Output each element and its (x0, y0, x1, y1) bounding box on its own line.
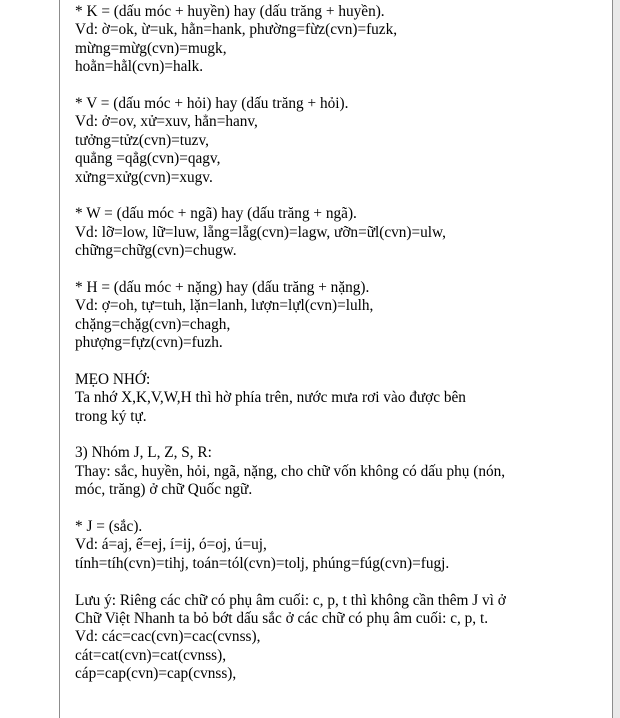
scroll-gutter (613, 0, 620, 718)
text-line: Chữ Việt Nhanh ta bỏ bớt dấu sắc ở các chữ có phụ âm cuối: c, p, t. (75, 609, 489, 627)
blank-line (75, 573, 605, 591)
text-line: * H = (dấu móc + nặng) hay (dấu trăng + nặng). (75, 278, 370, 296)
text-line: Vd: lỡ=low, lữ=luw, lẵng=lẵg(cvn)=lagw, ưỡn=ữl(cvn)=ulw, (75, 223, 446, 241)
text-line: quẳng =qẳg(cvn)=qagv, (75, 150, 221, 168)
text-line: * V = (dấu móc + hỏi) hay (dấu trăng + hỏi). (75, 94, 349, 112)
text-line: Vd: á=aj, ế=ej, í=ij, ó=oj, ú=uj, (75, 536, 267, 554)
text-line: chặng=chặg(cvn)=chagh, (75, 315, 231, 333)
text-line: Vd: các=cac(cvn)=cac(cvnss), (75, 628, 261, 646)
text-line: trong ký tự. (75, 407, 147, 425)
blank-line (75, 500, 605, 518)
text-line: Thay: sắc, huyền, hỏi, ngã, nặng, cho chữ vốn không có dấu phụ (nón, (75, 462, 506, 480)
text-line: hoằn=hằl(cvn)=halk. (75, 58, 204, 76)
text-line: * K = (dấu móc + huyền) hay (dấu trăng + huyền). (75, 3, 385, 20)
text-line: chững=chữg(cvn)=chugw. (75, 242, 237, 260)
text-line: MẸO NHỚ: (75, 370, 151, 388)
text-line: cáp=cap(cvn)=cap(cvnss), (75, 665, 237, 683)
text-line: phượng=fựz(cvn)=fuzh. (75, 334, 223, 352)
blank-line (75, 77, 605, 95)
text-line: Ta nhớ X,K,V,W,H thì hờ phía trên, nước mưa rơi vào được bên (75, 389, 466, 407)
text-line: * W = (dấu móc + ngã) hay (dấu trăng + ngã). (75, 205, 357, 223)
text-line: Vd: ợ=oh, tự=tuh, lặn=lanh, lượn=lựl(cvn)=lulh, (75, 297, 374, 315)
text-line: móc, trăng) ở chữ Quốc ngữ. (75, 481, 253, 499)
text-line: 3) Nhóm J, L, Z, S, R: (75, 444, 212, 462)
text-line: Lưu ý: Riêng các chữ có phụ âm cuối: c, p, t thì không cần thêm J vì ở (75, 591, 506, 609)
text-line: xửng=xửg(cvn)=xugv. (75, 168, 213, 186)
document-body (75, 3, 605, 683)
text-line: tưởng=tửz(cvn)=tuzv, (75, 131, 209, 149)
text-line: tính=tíh(cvn)=tihj, toán=tól(cvn)=tolj, phúng=fúg(cvn)=fugj. (75, 554, 450, 572)
text-line: cát=cat(cvn)=cat(cvnss), (75, 646, 227, 664)
blank-line (75, 187, 605, 205)
text-line: mừng=mừg(cvn)=mugk, (75, 39, 227, 57)
text-line: * J = (sắc). (75, 517, 143, 535)
blank-line (75, 352, 605, 370)
blank-line (75, 426, 605, 444)
text-line: Vd: ở=ov, xử=xuv, hẳn=hanv, (75, 113, 258, 131)
blank-line (75, 260, 605, 278)
text-line: Vd: ờ=ok, ừ=uk, hằn=hank, phường=fừz(cvn)=fuzk, (75, 21, 398, 39)
